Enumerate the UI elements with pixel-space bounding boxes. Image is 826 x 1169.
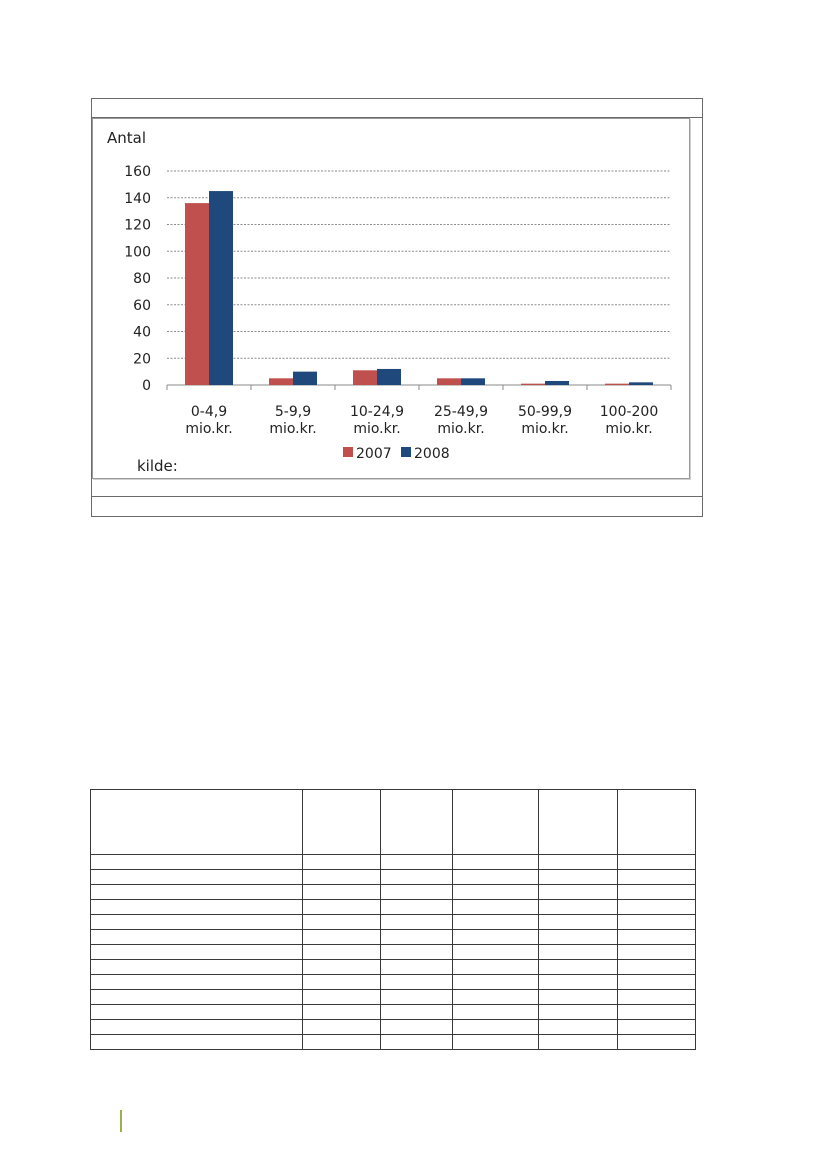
table-cell [91,990,303,1005]
table-cell [618,885,696,900]
table-cell [381,870,453,885]
table-cell [539,930,618,945]
table-cell [381,990,453,1005]
table-cell [618,915,696,930]
x-tick-label: 0-4,9 [190,404,228,420]
table-row [91,1020,696,1035]
table-cell [539,1020,618,1035]
table-row [91,975,696,990]
table-cell [91,1005,303,1020]
table-cell [539,885,618,900]
table-cell [618,960,696,975]
table-row [91,885,696,900]
table-cell [303,885,381,900]
legend-swatch-2007 [343,447,353,457]
bar-2008-3 [461,378,485,385]
table-cell [539,870,618,885]
legend-swatch-2008 [401,447,411,457]
table-cell [91,960,303,975]
y-tick-labels [124,164,151,394]
y-tick-label: 120 [124,217,151,234]
table-cell [381,930,453,945]
x-tick-label: 25-49,9 [433,404,489,420]
table-row [91,915,696,930]
table-cell [618,945,696,960]
table-cell [91,855,303,870]
table-cell [91,870,303,885]
x-tick-label: 50-99,9 [517,404,573,420]
table-row [91,1035,696,1050]
table-cell [453,900,539,915]
table-cell [303,1020,381,1035]
table-cell [91,1020,303,1035]
bar-chart [93,119,691,480]
table-row [91,790,696,855]
frame-footer-line [92,496,702,497]
table-cell [303,945,381,960]
table-cell [618,900,696,915]
x-tick-label: mio.kr. [605,421,653,437]
table-row [91,990,696,1005]
table-cell [539,855,618,870]
table-row [91,855,696,870]
table-cell [539,790,618,855]
table-cell [303,990,381,1005]
table-cell [303,900,381,915]
table-cell [618,930,696,945]
table-cell [618,975,696,990]
table-cell [453,990,539,1005]
table-cell [91,945,303,960]
y-tick-label: 60 [133,297,151,314]
table-row [91,900,696,915]
table-cell [618,790,696,855]
table-cell [381,790,453,855]
x-tick-label: 100-200 [599,404,659,420]
bar-2008-0 [209,191,233,385]
table-cell [453,855,539,870]
table-cell [381,975,453,990]
table-cell [381,855,453,870]
chart-area [92,118,690,479]
x-tick-label: mio.kr. [185,421,233,437]
y-tick-label: 20 [133,351,151,368]
y-tick-label: 140 [124,190,151,207]
table-cell [539,945,618,960]
table-cell [381,900,453,915]
table-cell [618,990,696,1005]
bar-2008-4 [545,381,569,385]
table-cell [453,1020,539,1035]
table-cell [303,855,381,870]
bar-2007-1 [269,378,293,385]
y-tick-label: 160 [124,164,151,180]
x-tick-label: mio.kr. [353,421,401,437]
table-cell [539,1005,618,1020]
bar-2007-3 [437,378,461,385]
y-tick-label: 40 [133,324,151,341]
table-row [91,1005,696,1020]
table-cell [453,885,539,900]
y-tick-label: 0 [142,378,151,394]
bar-2008-2 [377,369,401,385]
page-accent-rule [120,1110,122,1132]
bar-2007-5 [605,384,629,385]
table-cell [539,915,618,930]
x-tick-label: mio.kr. [437,421,485,437]
table-cell [381,1005,453,1020]
table-cell [453,930,539,945]
table-cell [381,1020,453,1035]
source-label: kilde: [137,457,178,475]
table-cell [539,900,618,915]
table-cell [453,915,539,930]
y-tick-label: 100 [124,244,151,261]
legend-label-2007: 2007 [356,446,392,462]
table-cell [303,870,381,885]
bar-2008-5 [629,382,653,385]
table-cell [539,1035,618,1050]
y-axis-label: Antal [107,129,147,147]
table-row [91,960,696,975]
table-cell [303,930,381,945]
table-cell [91,790,303,855]
legend-label-2008: 2008 [414,446,450,462]
bar-2007-2 [353,370,377,385]
table-cell [618,1035,696,1050]
table-cell [539,960,618,975]
bar-2008-1 [293,372,317,385]
table-cell [539,975,618,990]
table-cell [303,1005,381,1020]
table-cell [453,960,539,975]
x-tick-labels [185,404,658,437]
x-tick-label: 10-24,9 [349,404,405,420]
table-cell [303,975,381,990]
table-cell [303,960,381,975]
table-row [91,945,696,960]
legend [343,446,450,462]
x-tick-label: mio.kr. [269,421,317,437]
y-tick-label: 80 [133,271,151,287]
bar-2007-4 [521,384,545,385]
table-cell [91,915,303,930]
table-cell [381,945,453,960]
table-row [91,870,696,885]
table-cell [453,790,539,855]
table-cell [381,1035,453,1050]
table-cell [91,1035,303,1050]
table-cell [618,1005,696,1020]
table-cell [381,960,453,975]
table-cell [381,885,453,900]
table-cell [303,790,381,855]
table-cell [381,915,453,930]
bars [185,191,653,385]
table-cell [303,1035,381,1050]
x-tick-label: 5-9,9 [274,404,312,420]
table-cell [453,1035,539,1050]
table-cell [453,945,539,960]
bar-2007-0 [185,203,209,385]
table-cell [91,930,303,945]
table-cell [91,885,303,900]
table-row [91,930,696,945]
table-cell [91,900,303,915]
table-cell [453,1005,539,1020]
table-cell [453,975,539,990]
table-cell [618,855,696,870]
table-cell [539,990,618,1005]
table-cell [618,870,696,885]
table-cell [453,870,539,885]
grid-lines [167,171,671,390]
empty-table [90,789,696,1050]
table-cell [618,1020,696,1035]
table-cell [303,915,381,930]
x-tick-label: mio.kr. [521,421,569,437]
table-cell [91,975,303,990]
